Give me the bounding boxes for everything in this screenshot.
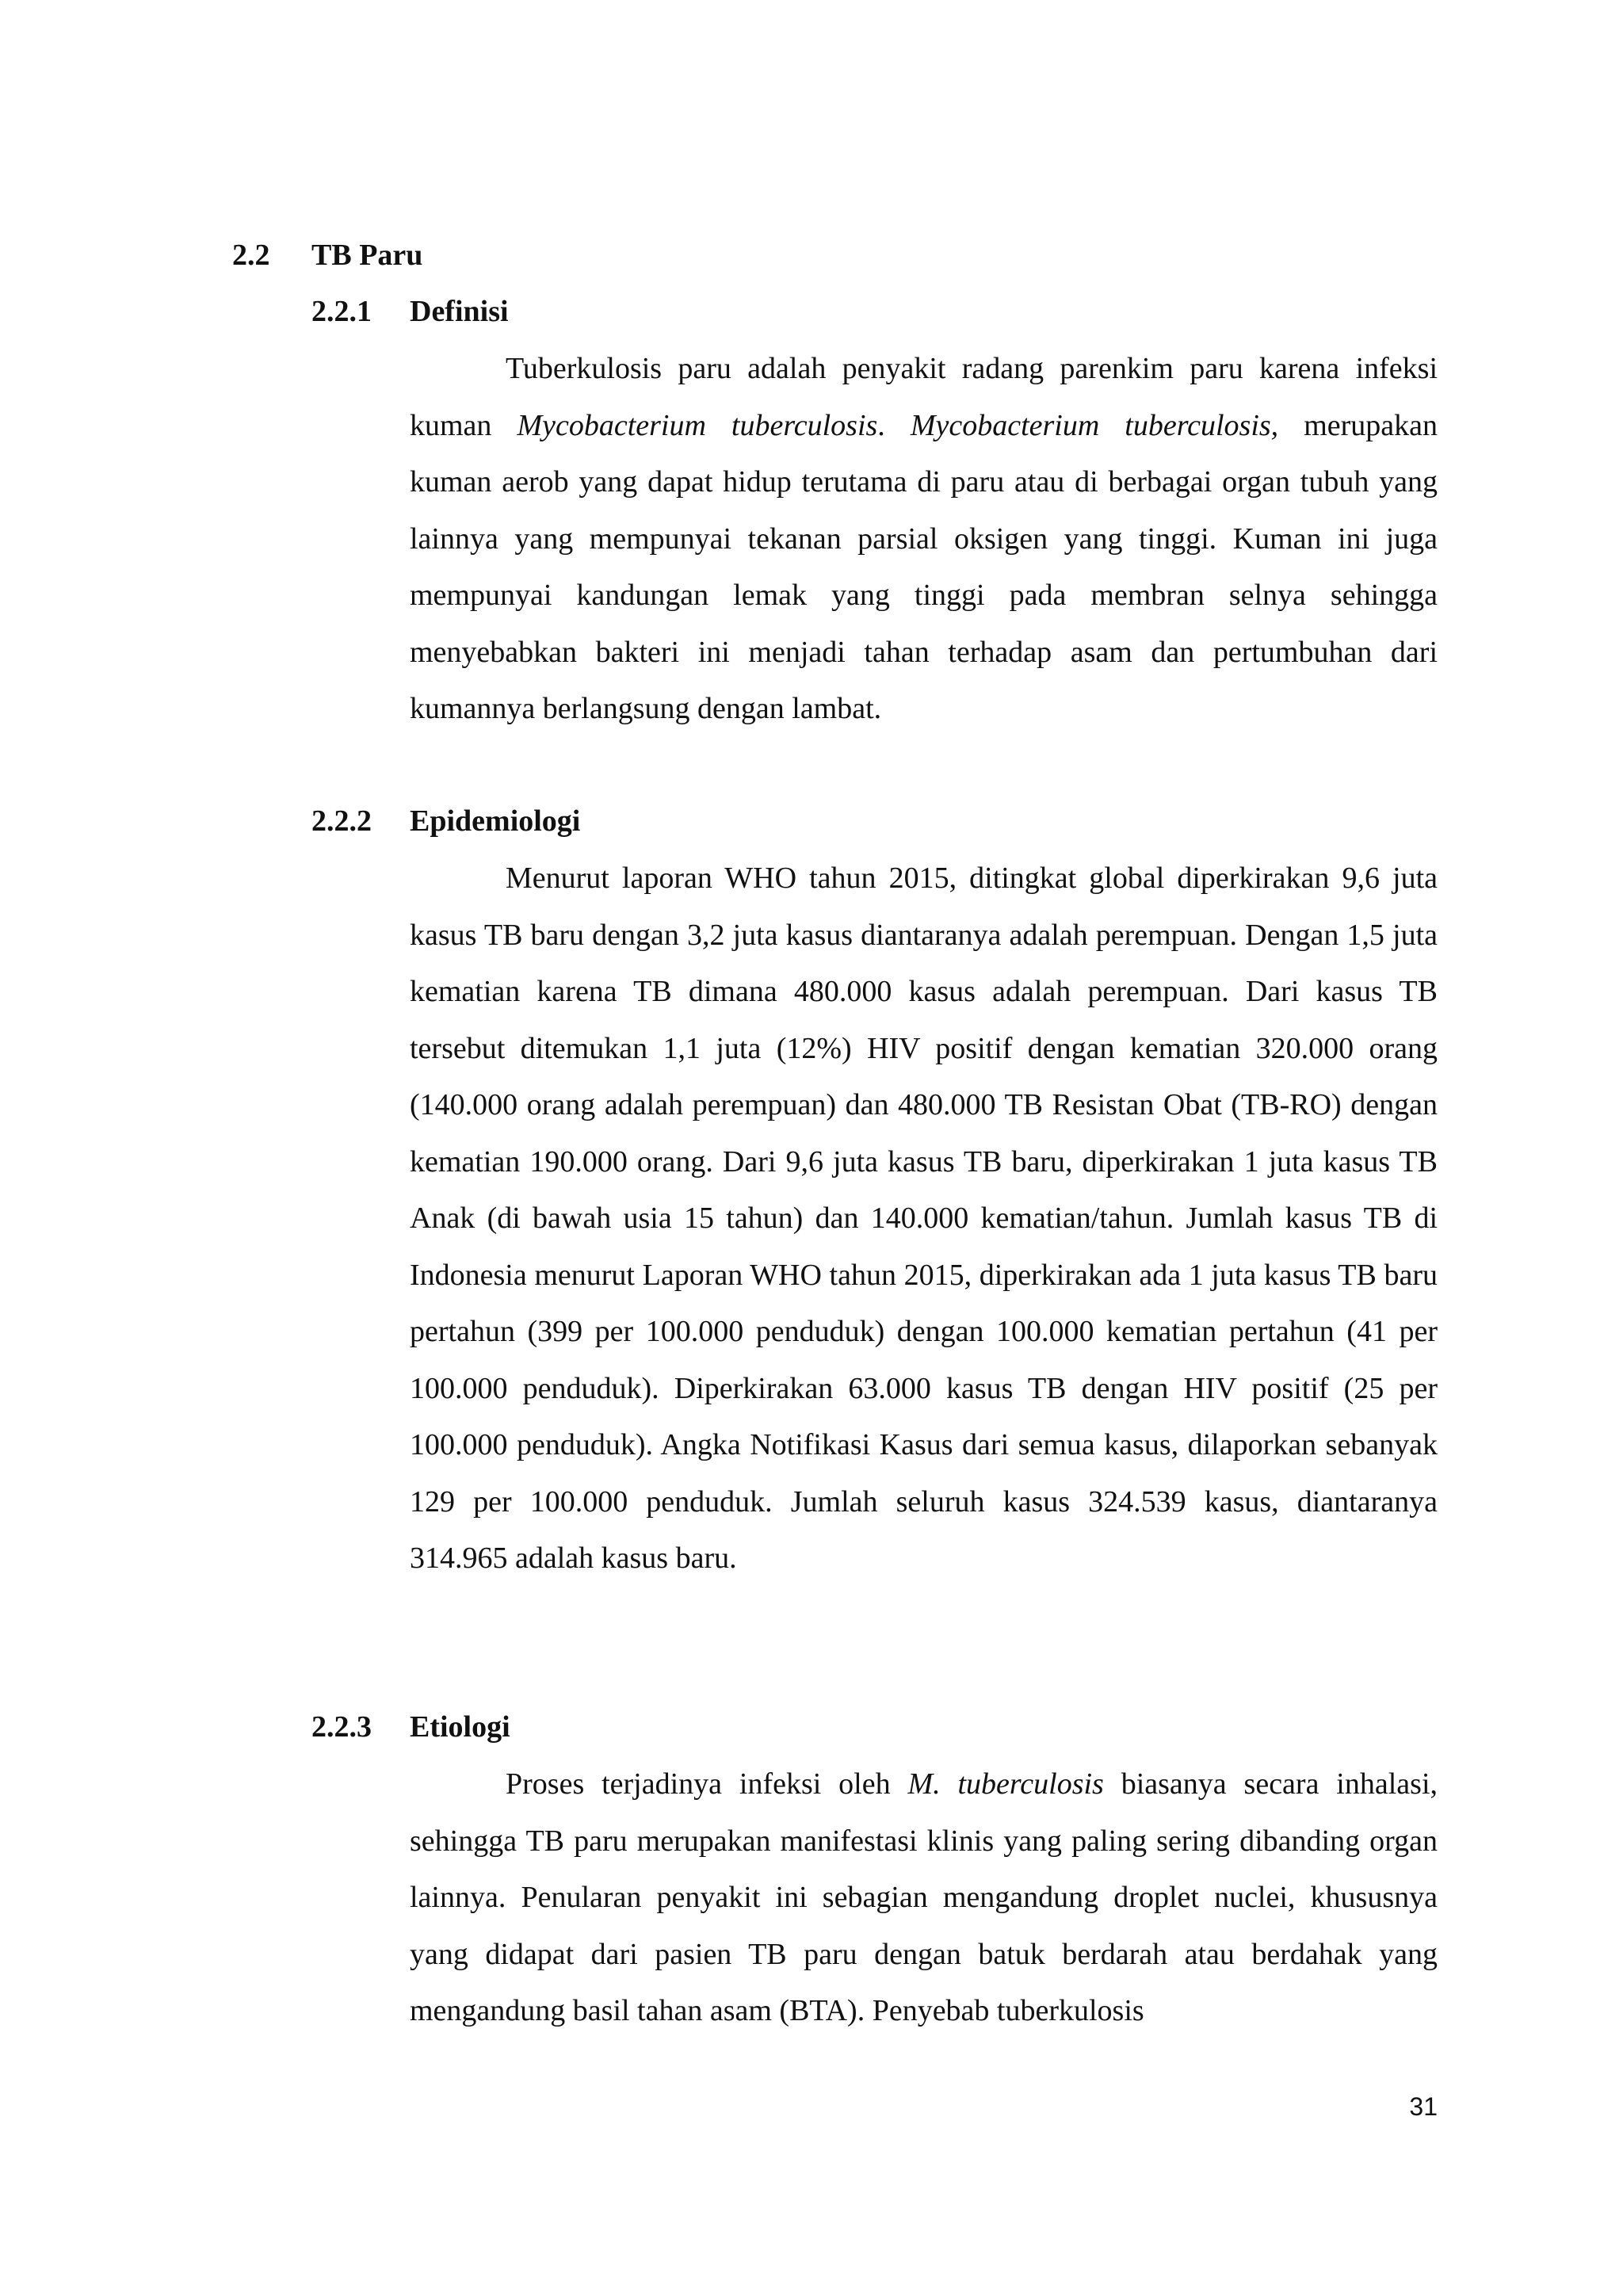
text-run: Tuberkulosis paru adalah penyakit radang parenkim paru karena infeksi kuman xyxy=(410,352,1438,442)
italic-text-run: M. tuberculosis xyxy=(907,1767,1104,1801)
italic-text-run: Mycobacterium tuberculosis xyxy=(517,408,878,442)
subsection-number: 2.2.2 xyxy=(311,804,372,838)
subsection-title: Etiologi xyxy=(410,1710,510,1744)
paragraph-etiologi xyxy=(410,1756,1438,2040)
paragraph-epidemiologi xyxy=(410,850,1438,1587)
page-number: 31 xyxy=(1409,2092,1438,2121)
subsection-number: 2.2.3 xyxy=(311,1710,372,1744)
text-run: biasanya secara inhalasi, sehingga TB paru merupakan manifestasi klinis yang paling sering dibanding organ lainnya. Penularan penyakit ini sebagian mengandung droplet nuclei, khususnya yang didapat dari pasien TB paru dengan batuk berdarah atau berdahak yang mengandung basil tahan asam (BTA). Penyebab tuberkulosis xyxy=(410,1767,1438,2027)
paragraph-definisi xyxy=(410,341,1438,738)
italic-text-run: Mycobacterium tuberculosis, xyxy=(910,408,1279,442)
text-run: Proses terjadinya infeksi oleh xyxy=(506,1767,908,1801)
text-run: Menurut laporan WHO tahun 2015, ditingkat global diperkirakan 9,6 juta kasus TB baru dengan 3,2 juta kasus diantaranya adalah perempuan. Dengan 1,5 juta kematian karena TB dimana 480.000 kasus adalah perempuan. Dari kasus TB tersebut ditemukan 1,1 juta (12%) HIV positif dengan kematian 320.000 orang (140.000 orang adalah perempuan) dan 480.000 TB Resistan Obat (TB-RO) dengan kematian 190.000 orang. Dari 9,6 juta kasus TB baru, diperkirakan 1 juta kasus TB Anak (di bawah usia 15 tahun) dan 140.000 kematian/tahun. Jumlah kasus TB di Indonesia menurut Laporan WHO tahun 2015, diperkirakan ada 1 juta kasus TB baru pertahun (399 per 100.000 penduduk) dengan 100.000 kematian pertahun (41 per 100.000 penduduk). Diperkirakan 63.000 kasus TB dengan HIV positif (25 per 100.000 penduduk). Angka Notifikasi Kasus dari semua kasus, dilaporkan sebanyak 129 per 100.000 penduduk. Jumlah seluruh kasus 324.539 kasus, diantaranya 314.965 adalah kasus baru. xyxy=(410,861,1438,1575)
subsection-number: 2.2.1 xyxy=(311,295,372,328)
subsection-title: Epidemiologi xyxy=(410,804,581,838)
text-run: merupakan kuman aerob yang dapat hidup terutama di paru atau di berbagai organ tubuh yang lainnya yang mempunyai tekanan parsial oksigen yang tinggi. Kuman ini juga mempunyai kandungan lemak yang tinggi pada membran selnya sehingga menyebabkan bakteri ini menjadi tahan terhadap asam dan pertumbuhan dari kumannya berlangsung dengan lambat. xyxy=(410,408,1438,725)
subsection-title: Definisi xyxy=(410,295,509,328)
section-number: 2.2 xyxy=(232,239,270,272)
text-run: . xyxy=(877,408,911,442)
section-title: TB Paru xyxy=(311,239,423,272)
